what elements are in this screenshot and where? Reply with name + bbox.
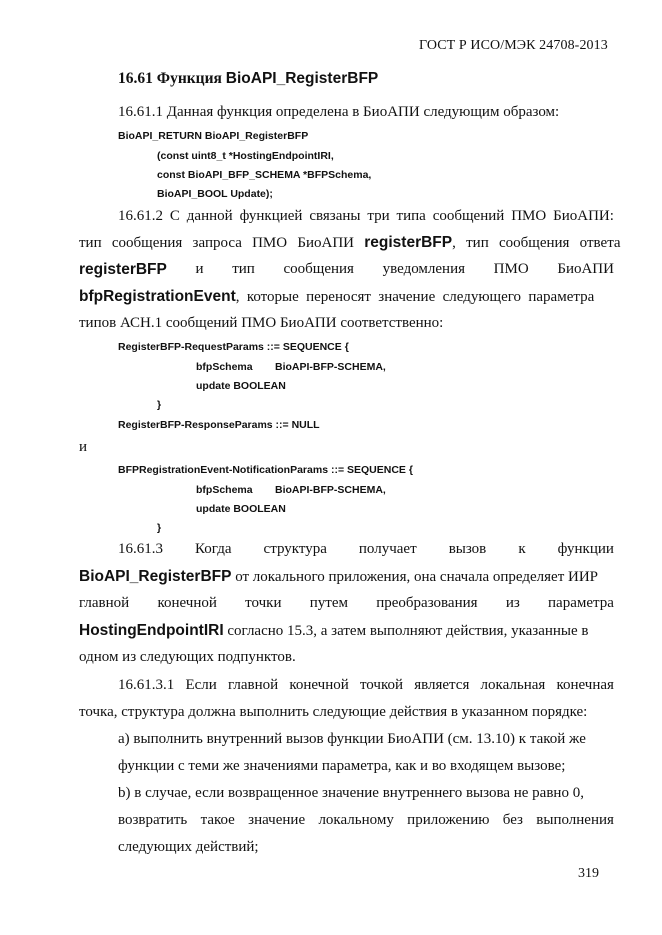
text-run: , которые переносят значение следующего параметра: [235, 289, 595, 305]
paragraph-16-61-1: 16.61.1 Данная функция определена в БиоАПИ следующим образом:: [118, 104, 560, 120]
word: конечной: [289, 677, 349, 693]
section-heading-function-name: BioAPI_RegisterBFP: [225, 70, 379, 87]
paragraph-16-61-3-line-5: одном из следующих подпунктов.: [79, 649, 296, 665]
word: такое: [200, 812, 235, 828]
word: точкой: [359, 677, 404, 693]
code-line: update BOOLEAN: [196, 380, 286, 392]
word: является: [414, 677, 470, 693]
word: без: [502, 812, 523, 828]
word: данной: [186, 208, 233, 224]
word: главной: [79, 595, 130, 611]
document-header: ГОСТ Р ИСО/МЭК 24708-2013: [419, 38, 608, 53]
list-item-b-line-3: следующих действий;: [118, 839, 259, 855]
word: значение: [248, 812, 306, 828]
word: типа: [396, 208, 426, 224]
word: и: [195, 261, 204, 277]
code-line: }: [157, 399, 162, 411]
word: 16.61.3: [118, 541, 163, 557]
word: Когда: [195, 541, 232, 557]
list-item-a-line-1: a) выполнить внутренний вызов функции БиоАПИ (см. 13.10) к такой же: [118, 731, 586, 747]
code-line: update BOOLEAN: [196, 503, 286, 515]
page-number: 319: [578, 866, 599, 881]
word: главной: [227, 677, 279, 693]
text-run: от локального приложения, она сначала определяет ИИР: [231, 569, 599, 585]
word: параметра: [548, 595, 614, 611]
code-field-type: BioAPI-BFP-SCHEMA,: [275, 484, 386, 496]
word: ПМО: [493, 261, 529, 277]
conjunction: и: [79, 439, 88, 455]
word: локальная: [480, 677, 546, 693]
word: путем: [309, 595, 348, 611]
word: БиоАПИ: [557, 261, 614, 277]
paragraph-16-61-2-line-3: [79, 261, 614, 279]
word: приложению: [407, 812, 490, 828]
code-field-name: bfpSchema: [196, 484, 253, 496]
list-item-b-line-2: [118, 812, 614, 829]
word: вызов: [448, 541, 487, 557]
message-type-register-bfp: registerBFP: [79, 261, 167, 278]
word: БиоАПИ:: [553, 208, 614, 224]
code-field-type: BioAPI-BFP-SCHEMA,: [275, 361, 386, 373]
word: тип: [232, 261, 255, 277]
word: функцией: [239, 208, 303, 224]
text-run: согласно 15.3, а затем выполняют действия, указанные в: [223, 623, 589, 639]
text-run: тип сообщения запроса ПМО БиоАПИ: [79, 235, 365, 251]
section-heading: [118, 70, 378, 88]
word: из: [505, 595, 520, 611]
word: три: [367, 208, 390, 224]
text-run: , тип сообщения ответа: [452, 235, 621, 251]
word: структура: [263, 541, 327, 557]
paragraph-16-61-3-1-line-2: точка, структура должна выполнить следующие действия в указанном порядке:: [79, 704, 588, 720]
parameter-hosting-endpoint-iri: HostingEndpointIRI: [79, 622, 224, 639]
paragraph-16-61-3-line-1: [118, 541, 614, 558]
paragraph-16-61-3-line-2: [79, 568, 598, 586]
list-item-a-line-2: функции с теми же значениями параметра, как и во входящем вызове;: [118, 758, 566, 774]
function-name-bioapi-registerbfp: BioAPI_RegisterBFP: [79, 568, 232, 585]
paragraph-16-61-2-line-1: [118, 208, 614, 225]
paragraph-16-61-2-line-2: [79, 234, 621, 252]
word: точки: [245, 595, 282, 611]
paragraph-16-61-3-1-line-1: [118, 677, 614, 694]
word: конечной: [157, 595, 217, 611]
code-field-name: bfpSchema: [196, 361, 253, 373]
code-line: (const uint8_t *HostingEndpointIRI,: [157, 150, 334, 162]
section-heading-number: 16.61 Функция: [118, 70, 226, 87]
word: 16.61.2: [118, 208, 163, 224]
word: возвратить: [118, 812, 188, 828]
paragraph-16-61-2-line-5: типов АСН.1 сообщений ПМО БиоАПИ соответственно:: [79, 315, 444, 331]
paragraph-16-61-3-line-3: [79, 595, 614, 612]
word: преобразования: [376, 595, 478, 611]
word: уведомления: [382, 261, 465, 277]
word: выполнения: [536, 812, 614, 828]
word: получает: [358, 541, 417, 557]
word: С: [169, 208, 180, 224]
word: функции: [557, 541, 614, 557]
word: к: [518, 541, 526, 557]
word: ПМО: [511, 208, 547, 224]
word: конечная: [556, 677, 614, 693]
code-line: BioAPI_RETURN BioAPI_RegisterBFP: [118, 130, 309, 142]
code-line: const BioAPI_BFP_SCHEMA *BFPSchema,: [157, 169, 372, 181]
word: 16.61.3.1: [118, 677, 175, 693]
paragraph-16-61-3-line-4: [79, 622, 589, 640]
code-line: BFPRegistrationEvent-NotificationParams ::= SEQUENCE {: [118, 464, 413, 476]
word: сообщений: [432, 208, 505, 224]
list-item-b-line-1: b) в случае, если возвращенное значение внутреннего вызова не равно 0,: [118, 785, 584, 801]
word: сообщения: [283, 261, 354, 277]
paragraph-16-61-2-line-4: [79, 288, 594, 306]
code-line: }: [157, 522, 162, 534]
word: связаны: [309, 208, 361, 224]
message-type-register-bfp: registerBFP: [364, 234, 453, 251]
word: локальному: [318, 812, 394, 828]
word: Если: [185, 677, 217, 693]
code-line: BioAPI_BOOL Update);: [157, 188, 273, 200]
code-line: RegisterBFP-ResponseParams ::= NULL: [118, 419, 320, 431]
code-line: RegisterBFP-RequestParams ::= SEQUENCE {: [118, 341, 349, 353]
message-type-bfp-registration-event: bfpRegistrationEvent: [79, 288, 236, 305]
